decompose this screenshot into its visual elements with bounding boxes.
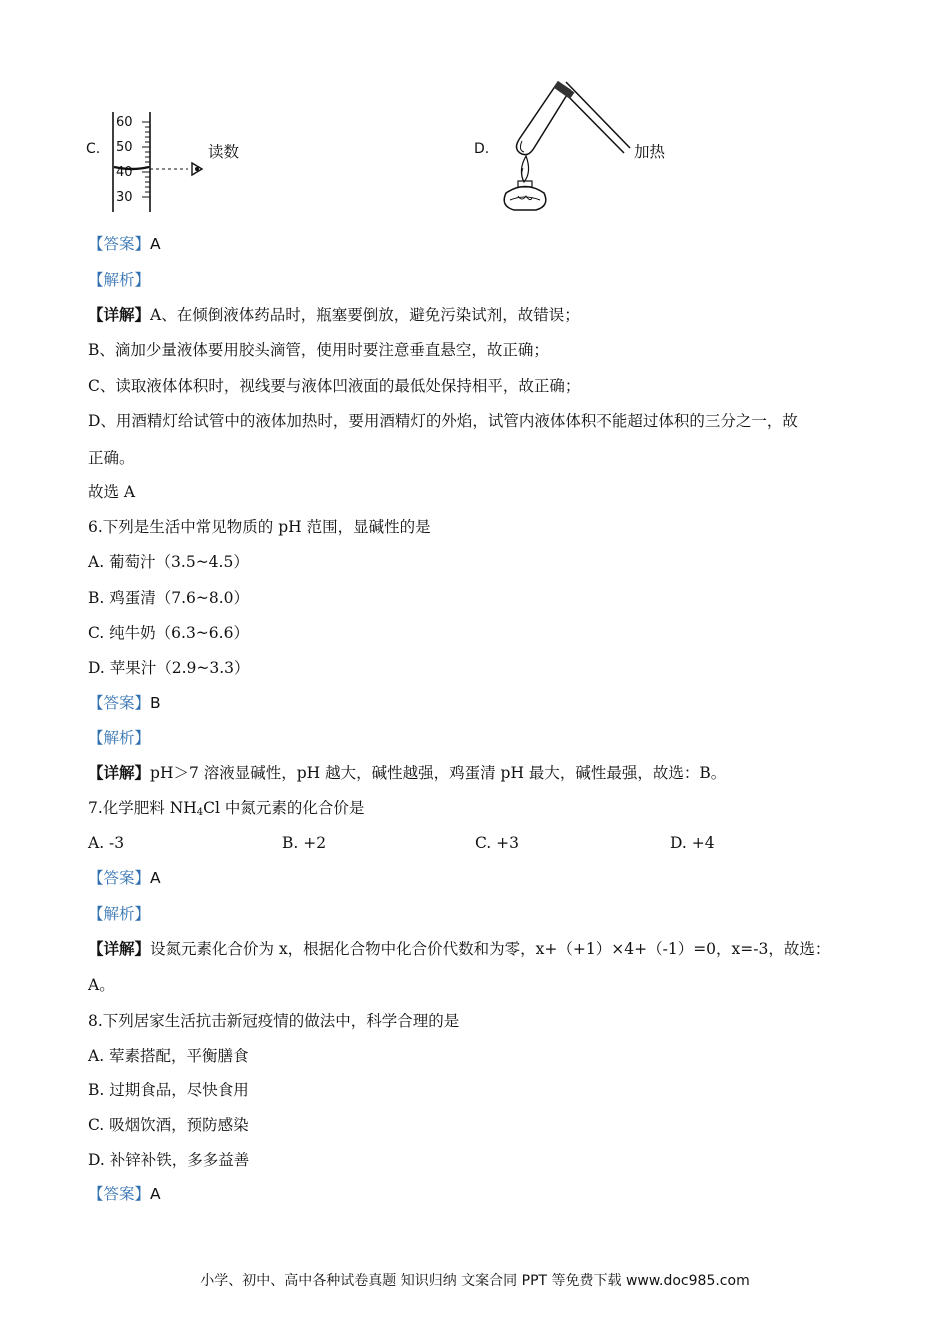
q5-detail-line-1: 【详解】A、在倾倒液体药品时，瓶塞要倒放，避免污染试剂，故错误； [88, 305, 580, 324]
q7-detail-line-2: A。 [88, 976, 115, 994]
q6-option-b: B. 鸡蛋清（7.6~8.0） [88, 589, 250, 607]
q6-answer-value: B [150, 694, 161, 712]
q8-answer: 【答案】A [88, 1185, 161, 1203]
q6-answer: 【答案】B [88, 694, 161, 712]
figure-d-caption: 加热 [634, 143, 666, 161]
q8-answer-value: A [150, 1185, 161, 1203]
q8-option-b: B. 过期食品，尽快食用 [88, 1081, 249, 1099]
figure-d-letter: D. [474, 141, 490, 157]
q5-answer-value: A [150, 235, 161, 253]
q6-option-d: D. 苹果汁（2.9~3.3） [88, 659, 250, 677]
q5-detail-label: 【详解】 [88, 305, 151, 324]
q7-answer: 【答案】A [88, 869, 161, 887]
q7-answer-value: A [150, 869, 161, 887]
tick-label-30: 30 [116, 190, 133, 205]
q7-detail-line-1: 【详解】设氮元素化合价为 x，根据化合物中化合价代数和为零，x+（+1）×4+（-1）=0，x=-3，故选： [88, 939, 831, 958]
q6-option-a: A. 葡萄汁（3.5~4.5） [88, 553, 249, 571]
q7-option-a: A. -3 [88, 834, 125, 852]
q7-stem: 7.化学肥料 $NH_4Cl$ 中氮元素的化合价是 [88, 799, 365, 818]
q5-analysis-label: 【解析】 [88, 271, 151, 289]
q7-analysis-label: 【解析】 [88, 905, 151, 923]
q5-detail-line-3: C、读取液体体积时，视线要与液体凹液面的最低处保持相平，故正确； [88, 377, 581, 395]
q7-option-d: D. +4 [670, 834, 715, 852]
q8-stem: 8.下列居家生活抗击新冠疫情的做法中，科学合理的是 [88, 1012, 460, 1030]
tick-label-60: 60 [116, 115, 133, 130]
q5-detail-line-2: B、滴加少量液体要用胶头滴管，使用时要注意垂直悬空，故正确； [88, 341, 549, 359]
q6-analysis-label: 【解析】 [88, 729, 151, 747]
page-footer: 小学、初中、高中各种试卷真题 知识归纳 文案合同 PPT 等免费下载 www.doc985.com [200, 1273, 750, 1289]
tick-label-40: 40 [116, 165, 133, 180]
q8-option-a: A. 荤素搭配，平衡膳食 [88, 1047, 249, 1065]
q7-option-b: B. +2 [282, 834, 327, 852]
q6-detail: 【详解】pH＞7 溶液显碱性，pH 越大，碱性越强，鸡蛋清 pH 最大，碱性最强，故选：B。 [88, 763, 727, 782]
tick-label-50: 50 [116, 140, 133, 155]
q7-option-c: C. +3 [475, 834, 520, 852]
q6-option-c: C. 纯牛奶（6.3~6.6） [88, 624, 249, 642]
q5-detail-line-5: 正确。 [88, 449, 135, 467]
q5-answer: 【答案】A [88, 235, 161, 253]
figure-c-letter: C. [86, 141, 101, 157]
q8-option-c: C. 吸烟饮酒，预防感染 [88, 1116, 249, 1134]
heating-test-tube-icon [496, 78, 636, 213]
q5-detail-line-4: D、用酒精灯给试管中的液体加热时，要用酒精灯的外焰，试管内液体体积不能超过体积的三分之一，故 [88, 412, 798, 430]
q8-option-d: D. 补锌补铁，多多益善 [88, 1151, 250, 1169]
figure-c-caption: 读数 [208, 143, 240, 161]
q5-conclusion: 故选 A [88, 483, 136, 501]
q6-stem: 6.下列是生活中常见物质的 pH 范围，显碱性的是 [88, 518, 431, 536]
